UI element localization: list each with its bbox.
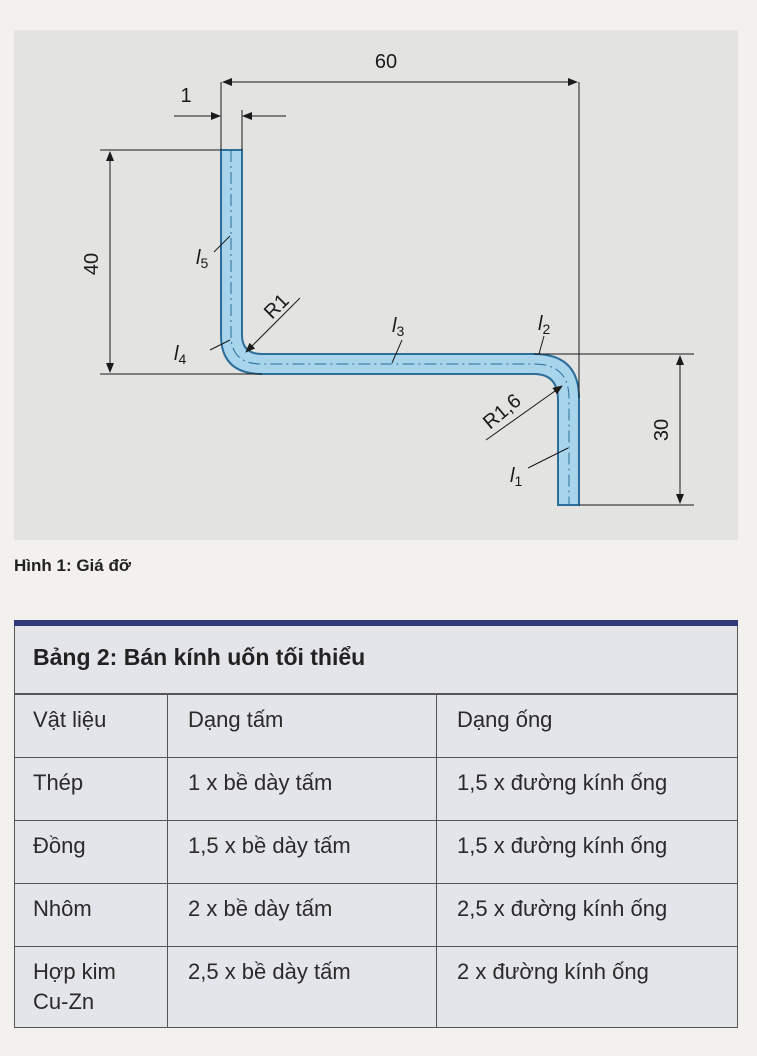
dim-30-label: 30 xyxy=(651,418,673,442)
cell-material xyxy=(15,947,168,1028)
radius-r16-label: R1,6 xyxy=(479,389,526,434)
figure-caption: Hình 1: Giá đỡ xyxy=(14,556,131,575)
header-sheet: Dạng tấm xyxy=(168,695,437,758)
dim-1-label: 1 xyxy=(180,85,192,107)
table-row xyxy=(15,884,738,947)
table-header-row xyxy=(15,695,738,758)
table-row xyxy=(15,947,738,1028)
cell-sheet: 1 x bề dày tấm xyxy=(168,758,437,821)
bracket-drawing xyxy=(14,30,738,540)
cell-tube: 1,5 x đường kính ống xyxy=(437,758,738,821)
segment-l3-label: $l_3$ xyxy=(392,315,405,339)
cell-material: Nhôm xyxy=(15,884,168,947)
bend-radius-table xyxy=(14,620,738,1028)
cell-tube: 2 x đường kính ống xyxy=(437,947,738,1028)
cell-sheet: 1,5 x bề dày tấm xyxy=(168,821,437,884)
cell-material: Đồng xyxy=(15,821,168,884)
dim-40-label: 40 xyxy=(81,252,103,276)
cell-tube: 1,5 x đường kính ống xyxy=(437,821,738,884)
header-material: Vật liệu xyxy=(15,695,168,758)
table-row xyxy=(15,758,738,821)
header-tube: Dạng ống xyxy=(437,695,738,758)
dim-60-label: 60 xyxy=(374,51,398,73)
cell-material-line2: Cu-Zn xyxy=(33,989,95,1014)
cell-material-line1: Hợp kim xyxy=(33,959,116,984)
table-title: Bảng 2: Bán kính uốn tối thiểu xyxy=(14,626,738,694)
table-body xyxy=(14,694,738,1028)
cell-sheet: 2 x bề dày tấm xyxy=(168,884,437,947)
cell-material: Thép xyxy=(15,758,168,821)
radius-r1-label: R1 xyxy=(259,289,294,324)
segment-l2-label: $l_2$ xyxy=(538,313,551,337)
segment-l5-label: $l_5$ xyxy=(196,247,209,271)
cell-sheet: 2,5 x bề dày tấm xyxy=(168,947,437,1028)
table-row xyxy=(15,821,738,884)
segment-l1-label: $l_1$ xyxy=(510,465,523,489)
cell-tube: 2,5 x đường kính ống xyxy=(437,884,738,947)
figure-panel xyxy=(14,30,738,540)
segment-l4-label: $l_4$ xyxy=(174,343,187,367)
